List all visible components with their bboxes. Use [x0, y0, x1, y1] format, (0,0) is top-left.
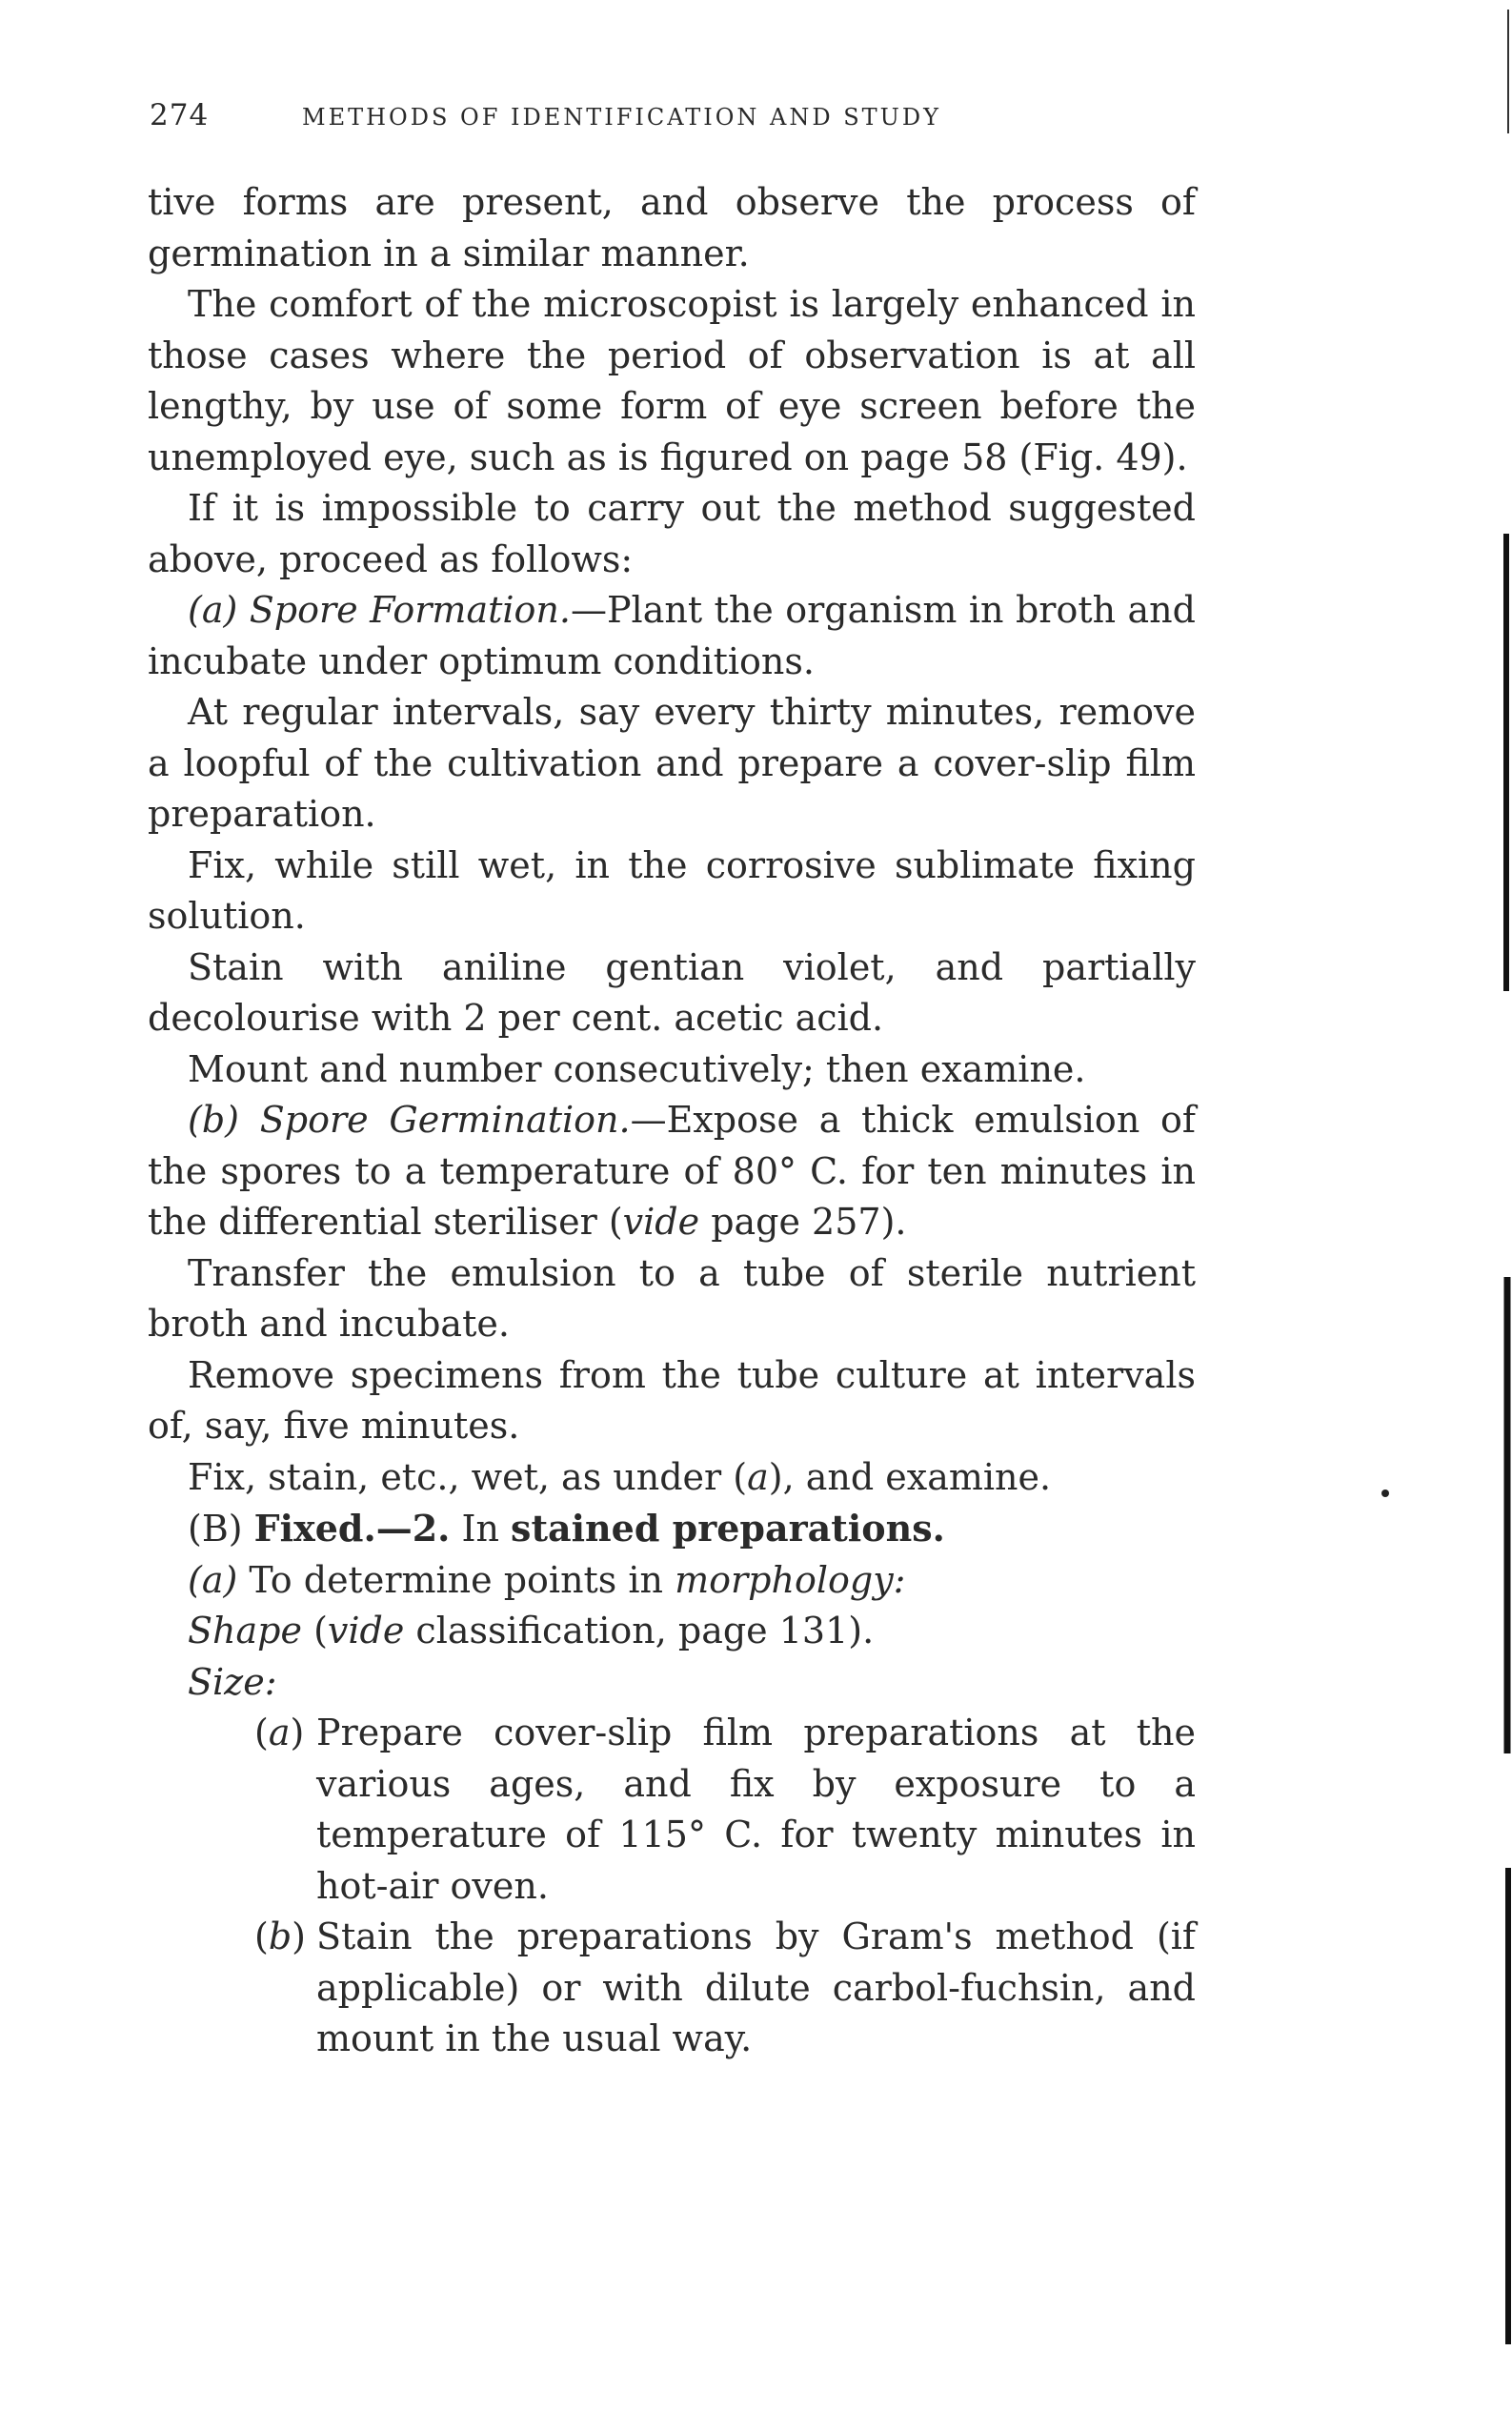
item-label: (a) — [188, 589, 238, 631]
paragraph-fix-wet: Fix, while still wet, in the corrosive sublimate fixing solution. — [148, 843, 1196, 937]
section-label-b: (B) — [188, 1508, 243, 1550]
shape-paren: ( — [301, 1610, 328, 1652]
paragraph-transfer: Transfer the emulsion to a tube of sterile nutrient broth and incubate. — [148, 1251, 1196, 1345]
list-item-text: Prepare cover-slip film preparations at the various ages, and fix by exposure to a temperature of 115° C. for twenty minutes in hot-air oven. — [316, 1712, 1196, 1907]
marker-open: ( — [254, 1712, 269, 1753]
marker-letter: a — [268, 1712, 291, 1753]
vide-reference: vide — [327, 1610, 405, 1652]
list-item-text: Stain the preparations by Gram's method (if applicable) or with dilute carbol-fuchsin, and mount in the usual way. — [316, 1915, 1196, 2059]
body-text — [148, 177, 1196, 2065]
fix-stain-end: ), and examine. — [768, 1455, 1052, 1498]
paragraph-fix-stain — [148, 1452, 1196, 1504]
marker-open: ( — [254, 1915, 269, 1957]
fixed-in-text: In — [450, 1508, 512, 1550]
paragraph-continuation: tive forms are present, and observe the process of germination in a similar manner. — [148, 181, 1196, 274]
running-title: METHODS OF IDENTIFICATION AND STUDY — [302, 104, 941, 131]
list-marker-a — [254, 1708, 304, 1759]
fix-stain-text: Fix, stain, etc., wet, as under ( — [188, 1455, 748, 1498]
speck-mark — [1381, 1490, 1389, 1497]
spore-germination-text: —Expose a thick emulsion of the spores to a temperature of 80° C. for ten minutes in the differential steriliser ( — [148, 1099, 1196, 1243]
list-item — [148, 1708, 1196, 1912]
morphology-term: morphology: — [675, 1558, 906, 1601]
size-term: Size: — [188, 1660, 277, 1703]
fix-stain-letter: a — [747, 1455, 769, 1498]
item-label: (a) — [188, 1558, 238, 1601]
scan-edge-shadow — [1493, 0, 1512, 2432]
morphology-text: To determine points in — [237, 1558, 675, 1601]
shape-term: Shape — [188, 1610, 302, 1652]
list-item — [148, 1912, 1196, 2065]
paragraph-stain: Stain with aniline gentian violet, and partially decolourise with 2 per cent. acetic acid. — [148, 945, 1196, 1039]
vide-reference: vide — [622, 1201, 700, 1243]
section-title-fixed: Fixed.—2. — [253, 1507, 451, 1550]
spore-formation-text: —Plant the organism in broth and incubate under optimum conditions. — [148, 589, 1196, 682]
paragraph-regular-intervals: At regular intervals, say every thirty minutes, remove a loopful of the cultivation and prepare a cover-slip film preparation. — [148, 691, 1196, 835]
paragraph-alternative-method: If it is impossible to carry out the method suggested above, proceed as follows: — [148, 487, 1196, 580]
paragraph-shape — [148, 1606, 1196, 1657]
item-label: (b) — [188, 1099, 239, 1141]
page-reference: page 257). — [699, 1201, 907, 1243]
paragraph-spore-germination — [148, 1095, 1196, 1248]
paragraph-fixed-stained — [148, 1503, 1196, 1555]
paragraph-eye-screen: The comfort of the microscopist is largely enhanced in those cases where the period of observation is at all lengthy, by use of some form of eye screen before the unemployed eye, such as is figured on page 58 (Fig. 49). — [148, 283, 1196, 478]
section-title-spore-germination: Spore Germination. — [259, 1099, 631, 1141]
paragraph-spore-formation — [148, 585, 1196, 687]
paragraph-mount: Mount and number consecutively; then examine. — [188, 1047, 1086, 1090]
page-number: 274 — [150, 98, 210, 132]
running-header — [150, 98, 1198, 146]
marker-close: ) — [290, 1712, 305, 1753]
section-title-stained: stained preparations. — [511, 1507, 945, 1550]
shape-reference: classification, page 131). — [404, 1610, 875, 1652]
size-steps-list — [148, 1708, 1196, 2065]
paragraph-size — [148, 1657, 1196, 1709]
list-marker-b — [254, 1912, 306, 1963]
marker-letter: b — [268, 1915, 292, 1957]
paragraph-morphology — [148, 1555, 1196, 1607]
paragraph-remove-specimens: Remove specimens from the tube culture at intervals of, say, five minutes. — [148, 1353, 1196, 1447]
section-title-spore-formation: Spore Formation. — [249, 589, 571, 631]
marker-close: ) — [292, 1915, 306, 1957]
